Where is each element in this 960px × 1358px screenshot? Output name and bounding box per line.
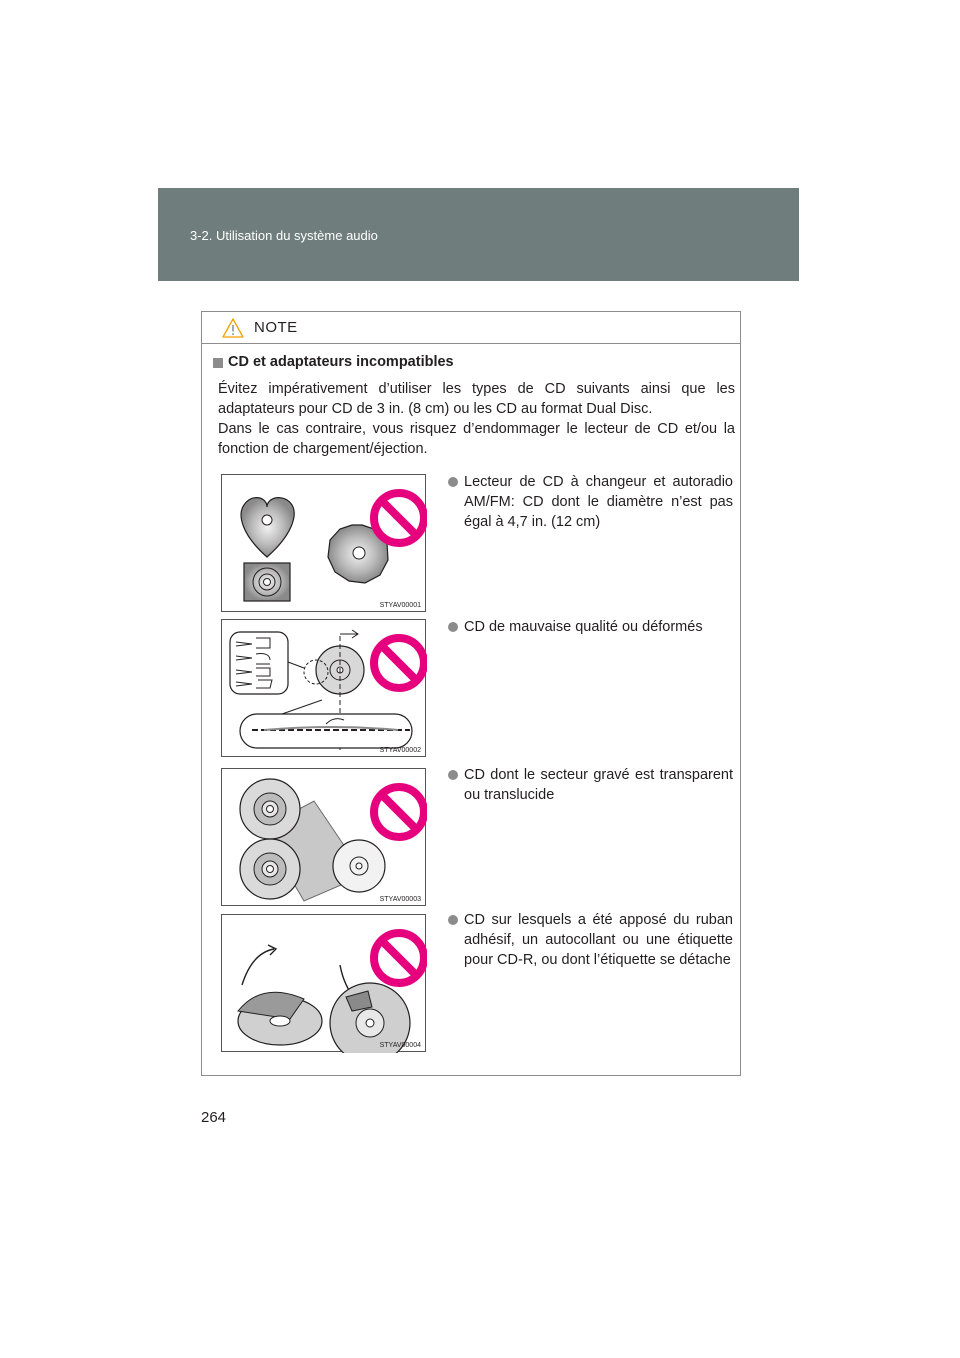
note-heading: CD et adaptateurs incompatibles — [228, 354, 454, 370]
list-item — [448, 910, 733, 970]
figure-odd-shaped-cds — [221, 474, 426, 612]
page-number: 264 — [201, 1109, 227, 1126]
note-header — [202, 312, 740, 344]
item-text: CD sur lesquels a été apposé du ruban adhésif, un autocollant ou une étiquette pour CD-R, ou dont l’étiquette se détache — [464, 912, 733, 968]
bullet-icon — [448, 622, 458, 632]
note-title: NOTE — [254, 319, 298, 336]
transparent-cd-illustration — [222, 769, 427, 907]
list-item — [448, 765, 733, 805]
item-text: CD de mauvaise qualité ou déformés — [464, 619, 703, 635]
bullet-icon — [448, 915, 458, 925]
bullet-icon — [448, 477, 458, 487]
intro-line-3: Dans le cas contraire, vous risquez d’endommager le lecteur de CD et/ou la fonction de chargement/éjection. — [218, 421, 735, 457]
note-intro — [218, 379, 735, 459]
figure-deformed-cds — [221, 619, 426, 757]
heading-square-icon — [213, 358, 223, 368]
intro-line-1: Évitez impérativement d’utiliser les types de CD suivants ainsi que les — [218, 381, 735, 397]
list-item — [448, 472, 733, 532]
labelled-cd-illustration — [222, 915, 427, 1053]
figure-labelled-cds — [221, 914, 426, 1052]
figure-code: STYAV00002 — [379, 747, 421, 754]
item-text: CD dont le secteur gravé est transparent ou translucide — [464, 767, 733, 803]
section-header-band — [158, 188, 799, 281]
intro-line-2: adaptateurs pour CD de 3 in. (8 cm) ou les CD au format Dual Disc. — [218, 401, 653, 417]
odd-shaped-cd-illustration — [222, 475, 427, 613]
section-title: 3-2. Utilisation du système audio — [190, 228, 378, 243]
deformed-cd-illustration — [222, 620, 427, 758]
warning-triangle-icon — [222, 318, 244, 338]
figure-transparent-cds — [221, 768, 426, 906]
bullet-icon — [448, 770, 458, 780]
figure-code: STYAV00004 — [379, 1042, 421, 1049]
item-text: Lecteur de CD à changeur et autoradio AM/FM: CD dont le diamètre n’est pas égal à 4,7 in. (12 cm) — [464, 474, 733, 530]
figure-code: STYAV00001 — [379, 602, 421, 609]
list-item — [448, 617, 733, 637]
figure-code: STYAV00003 — [379, 896, 421, 903]
note-box — [201, 311, 741, 1076]
